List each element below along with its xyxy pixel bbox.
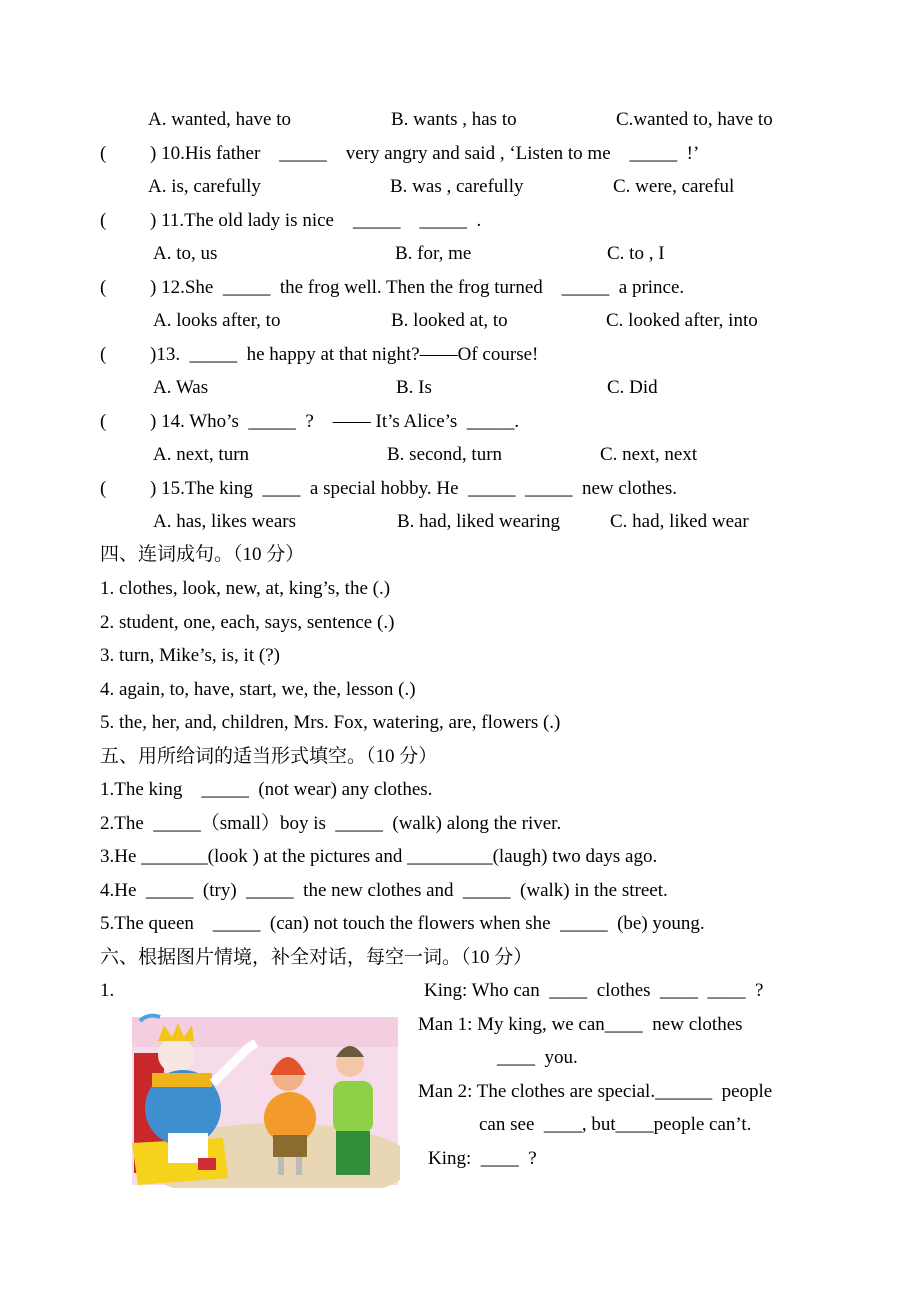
q14-option-a: A. next, turn	[153, 444, 250, 465]
s5-item-1: 1.The king _____ (not wear) any clothes.	[100, 779, 433, 800]
section-5-title: 五、用所给词的适当形式填空。（10 分）	[100, 746, 438, 767]
q13-option-c: C. Did	[607, 377, 658, 398]
q13-option-b: B. Is	[396, 377, 432, 398]
q13-stem: )13. _____ he happy at that night?——Of course!	[150, 344, 539, 365]
s5-item-5: 5.The queen _____ (can) not touch the flowers when she _____ (be) young.	[100, 913, 705, 934]
s4-item-3: 3. turn, Mike’s, is, it (?)	[100, 645, 280, 666]
s5-item-2: 2.The _____（small）boy is _____ (walk) along the river.	[100, 813, 562, 834]
q11-option-c: C. to , I	[607, 243, 665, 264]
s5-item-3: 3.He _______(look ) at the pictures and _________(laugh) two days ago.	[100, 846, 658, 867]
q15-option-a: A. has, likes wears	[153, 511, 296, 532]
q10-stem: ) 10.His father _____ very angry and said , ‘Listen to me _____ !’	[150, 143, 700, 164]
q15-option-c: C. had, liked wear	[610, 511, 749, 532]
q9-option-c: C.wanted to, have to	[616, 109, 773, 130]
dialogue-line-5: can see ____, but____people can’t.	[479, 1114, 752, 1135]
answer-paren[interactable]: (	[100, 143, 107, 164]
s4-item-4: 4. again, to, have, start, we, the, lesson (.)	[100, 679, 416, 700]
answer-paren[interactable]: (	[100, 478, 107, 499]
q15-option-b: B. had, liked wearing	[397, 511, 561, 532]
q14-option-c: C. next, next	[600, 444, 698, 465]
q12-option-a: A. looks after, to	[153, 310, 281, 331]
dialogue-line-4: Man 2: The clothes are special.______ people	[418, 1081, 773, 1102]
q13-option-a: A. Was	[153, 377, 209, 398]
dialogue-line-1: King: Who can ____ clothes ____ ____ ?	[424, 980, 764, 1001]
q11-stem: ) 11.The old lady is nice _____ _____ .	[150, 210, 482, 231]
q14-stem: ) 14. Who’s _____ ? —— It’s Alice’s _____.	[150, 411, 520, 432]
q12-option-b: B. looked at, to	[391, 310, 508, 331]
q10-option-b: B. was , carefully	[390, 176, 524, 197]
q11-option-a: A. to, us	[153, 243, 218, 264]
q9-option-b: B. wants , has to	[391, 109, 517, 130]
king-and-tailors-illustration	[128, 1013, 400, 1188]
q10-option-c: C. were, careful	[613, 176, 735, 197]
q11-option-b: B. for, me	[395, 243, 472, 264]
q10-option-a: A. is, carefully	[148, 176, 261, 197]
s4-item-1: 1. clothes, look, new, at, king’s, the (.)	[100, 578, 391, 599]
q12-stem: ) 12.She _____ the frog well. Then the frog turned _____ a prince.	[150, 277, 685, 298]
s4-item-5: 5. the, her, and, children, Mrs. Fox, watering, are, flowers (.)	[100, 712, 561, 733]
q12-option-c: C. looked after, into	[606, 310, 758, 331]
section-4-title: 四、连词成句。（10 分）	[100, 544, 305, 565]
answer-paren[interactable]: (	[100, 210, 107, 231]
dialogue-line-2: Man 1: My king, we can____ new clothes	[418, 1014, 743, 1035]
s6-item-number: 1.	[100, 980, 115, 1001]
answer-paren[interactable]: (	[100, 277, 107, 298]
answer-paren[interactable]: (	[100, 344, 107, 365]
q15-stem: ) 15.The king ____ a special hobby. He _____ _____ new clothes.	[150, 478, 677, 499]
answer-paren[interactable]: (	[100, 411, 107, 432]
q14-option-b: B. second, turn	[387, 444, 503, 465]
s5-item-4: 4.He _____ (try) _____ the new clothes and _____ (walk) in the street.	[100, 880, 668, 901]
dialogue-line-3: ____ you.	[497, 1047, 578, 1068]
s4-item-2: 2. student, one, each, says, sentence (.)	[100, 612, 395, 633]
section-6-title: 六、根据图片情境，补全对话，每空一词。（10 分）	[100, 947, 533, 968]
dialogue-line-6: King: ____ ?	[428, 1148, 537, 1169]
q9-option-a: A. wanted, have to	[148, 109, 291, 130]
